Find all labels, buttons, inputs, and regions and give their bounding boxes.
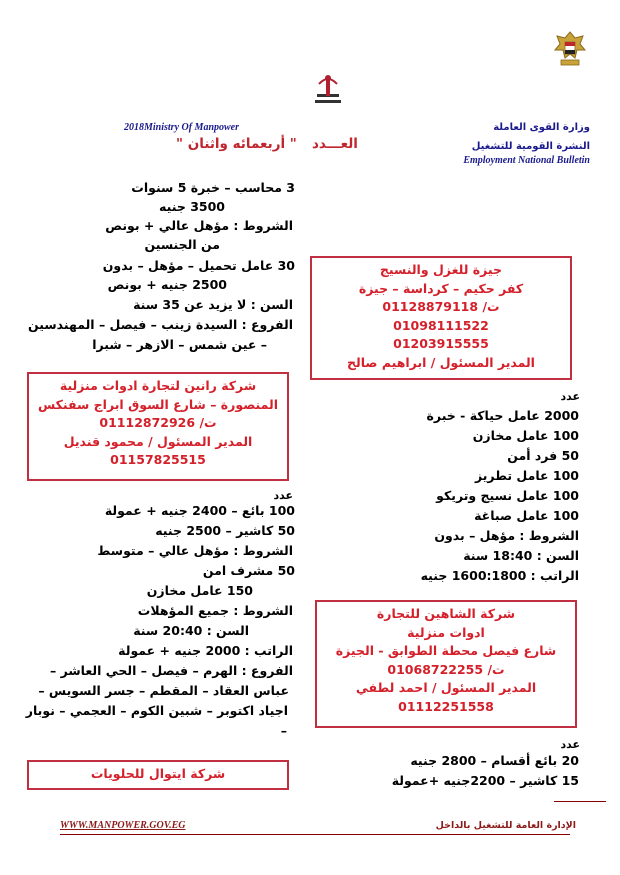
company-name: شركة ايتوال للحلويات [90,766,226,781]
company-phone: 01098111522 [393,317,489,333]
job-line: – عين شمس – الازهر – شبرا [92,337,267,352]
job-line: الشروط : مؤهل – بدون [434,528,579,543]
job-line: 50 كاشير – 2500 جنيه [155,523,295,538]
company-address: شارع فيصل محطة الطوابق - الجيزة [335,643,557,658]
job-line: 100 بائع – 2400 جنيه + عمولة [104,503,295,518]
job-line: 50 مشرف امن [202,563,295,578]
company-phone: ت/ 01128879118 [382,299,500,314]
footer-underline [60,834,570,835]
company-manager: المدير المسئول / احمد لطفي [355,680,537,695]
giza-spinning-box [310,256,572,380]
job-line: السن : 18:40 سنة [463,548,579,563]
job-line: 3500 جنيه [159,199,225,214]
job-line: اجياد اكتوبر – شبين الكوم – العجمي – نوبار [25,703,288,718]
job-line: 150 عامل مخازن [146,583,253,598]
shaheen-company-box [315,600,577,728]
bulletin-english-title: Employment National Bulletin [463,155,590,166]
job-line: 3 محاسب – خبرة 5 سنوات [131,180,295,195]
footer-department: الإدارة العامة للتشغيل بالداخل [435,820,576,831]
footer-url: WWW.MANPOWER.GOV.EG [60,820,186,831]
raneen-company-box [27,372,289,481]
job-line: عباس العقاد – المقطم – جسر السويس – [38,683,289,698]
ministry-arabic-title: وزارة القوى العاملة [493,122,590,133]
company-manager: المدير المسئول / محمود قنديل [63,433,253,449]
company-name: شركة الشاهين للتجارة [376,606,516,621]
job-line: الفروع : السيدة زينب – فيصل – المهندسين [28,317,293,332]
job-line: السن : لا يزيد عن 35 سنة [133,297,293,312]
job-line: 2500 جنيه + بونص [107,277,227,292]
job-line: – [280,723,287,738]
job-line: الشروط : جميع المؤهلات [137,603,293,618]
job-line: 100 عامل نسيج وتريكو [436,488,579,503]
count-label: عدد [273,489,293,502]
company-phone: 01203915555 [393,336,489,351]
issue-label: العـــدد [312,136,358,152]
company-type: ادوات منزلية [407,624,485,640]
company-address: كفر حكيم – كرداسة – جيزة [358,280,524,296]
job-line: الشروط : مؤهل عالي – متوسط [97,543,293,558]
job-line: 50 فرد أمن [507,448,579,463]
job-line: الراتب : 1600:1800 جنيه [420,568,579,583]
footer-divider [554,801,606,802]
job-line: الشروط : مؤهل عالي + بونص [105,218,293,233]
ministry-english-title: 2018Ministry Of Manpower [124,122,240,133]
job-line: 100 عامل تطريز [474,468,579,483]
company-manager: المدير المسئول / ابراهيم صالح [347,354,535,370]
company-phone: ت/ 01112872926 [99,415,217,430]
count-label: عدد [560,738,580,751]
job-line: الراتب : 2000 جنيه + عمولة [118,643,293,658]
job-line: 20 بائع أقسام – 2800 جنيه [410,753,579,768]
job-line: 2000 عامل حياكة - خبرة [426,408,579,423]
bulletin-arabic-title: النشرة القومية للتشغيل [471,141,590,152]
company-address: المنصورة – شارع السوق ابراج سفنكس [37,396,278,412]
job-line: من الجنسين [144,237,220,252]
job-line: 100 عامل مخازن [472,428,579,443]
eagle-emblem-icon [553,28,587,72]
issue-number: " أربعمائه واثنان " [176,136,297,152]
company-name: جيزة للغزل والنسيج [379,262,503,277]
itoal-company-box [27,760,289,790]
count-label: عدد [560,390,580,403]
job-line: 30 عامل تحميل – مؤهل – بدون [102,258,295,273]
job-line: 100 عامل صباغة [474,508,579,523]
company-phone: 01157825515 [110,452,206,467]
job-line: الفروع : الهرم – فيصل – الحي العاشر – [50,663,293,678]
job-line: 15 كاشير – 2200جنيه +عمولة [391,773,579,788]
bulletin-logo-icon [313,72,343,108]
company-phone: ت/ 01068722255 [387,661,505,677]
company-name: شركة رانين لتجارة ادوات منزلية [59,378,257,393]
company-phone: 01112251558 [398,698,494,714]
job-line: السن : 20:40 سنة [133,623,249,638]
